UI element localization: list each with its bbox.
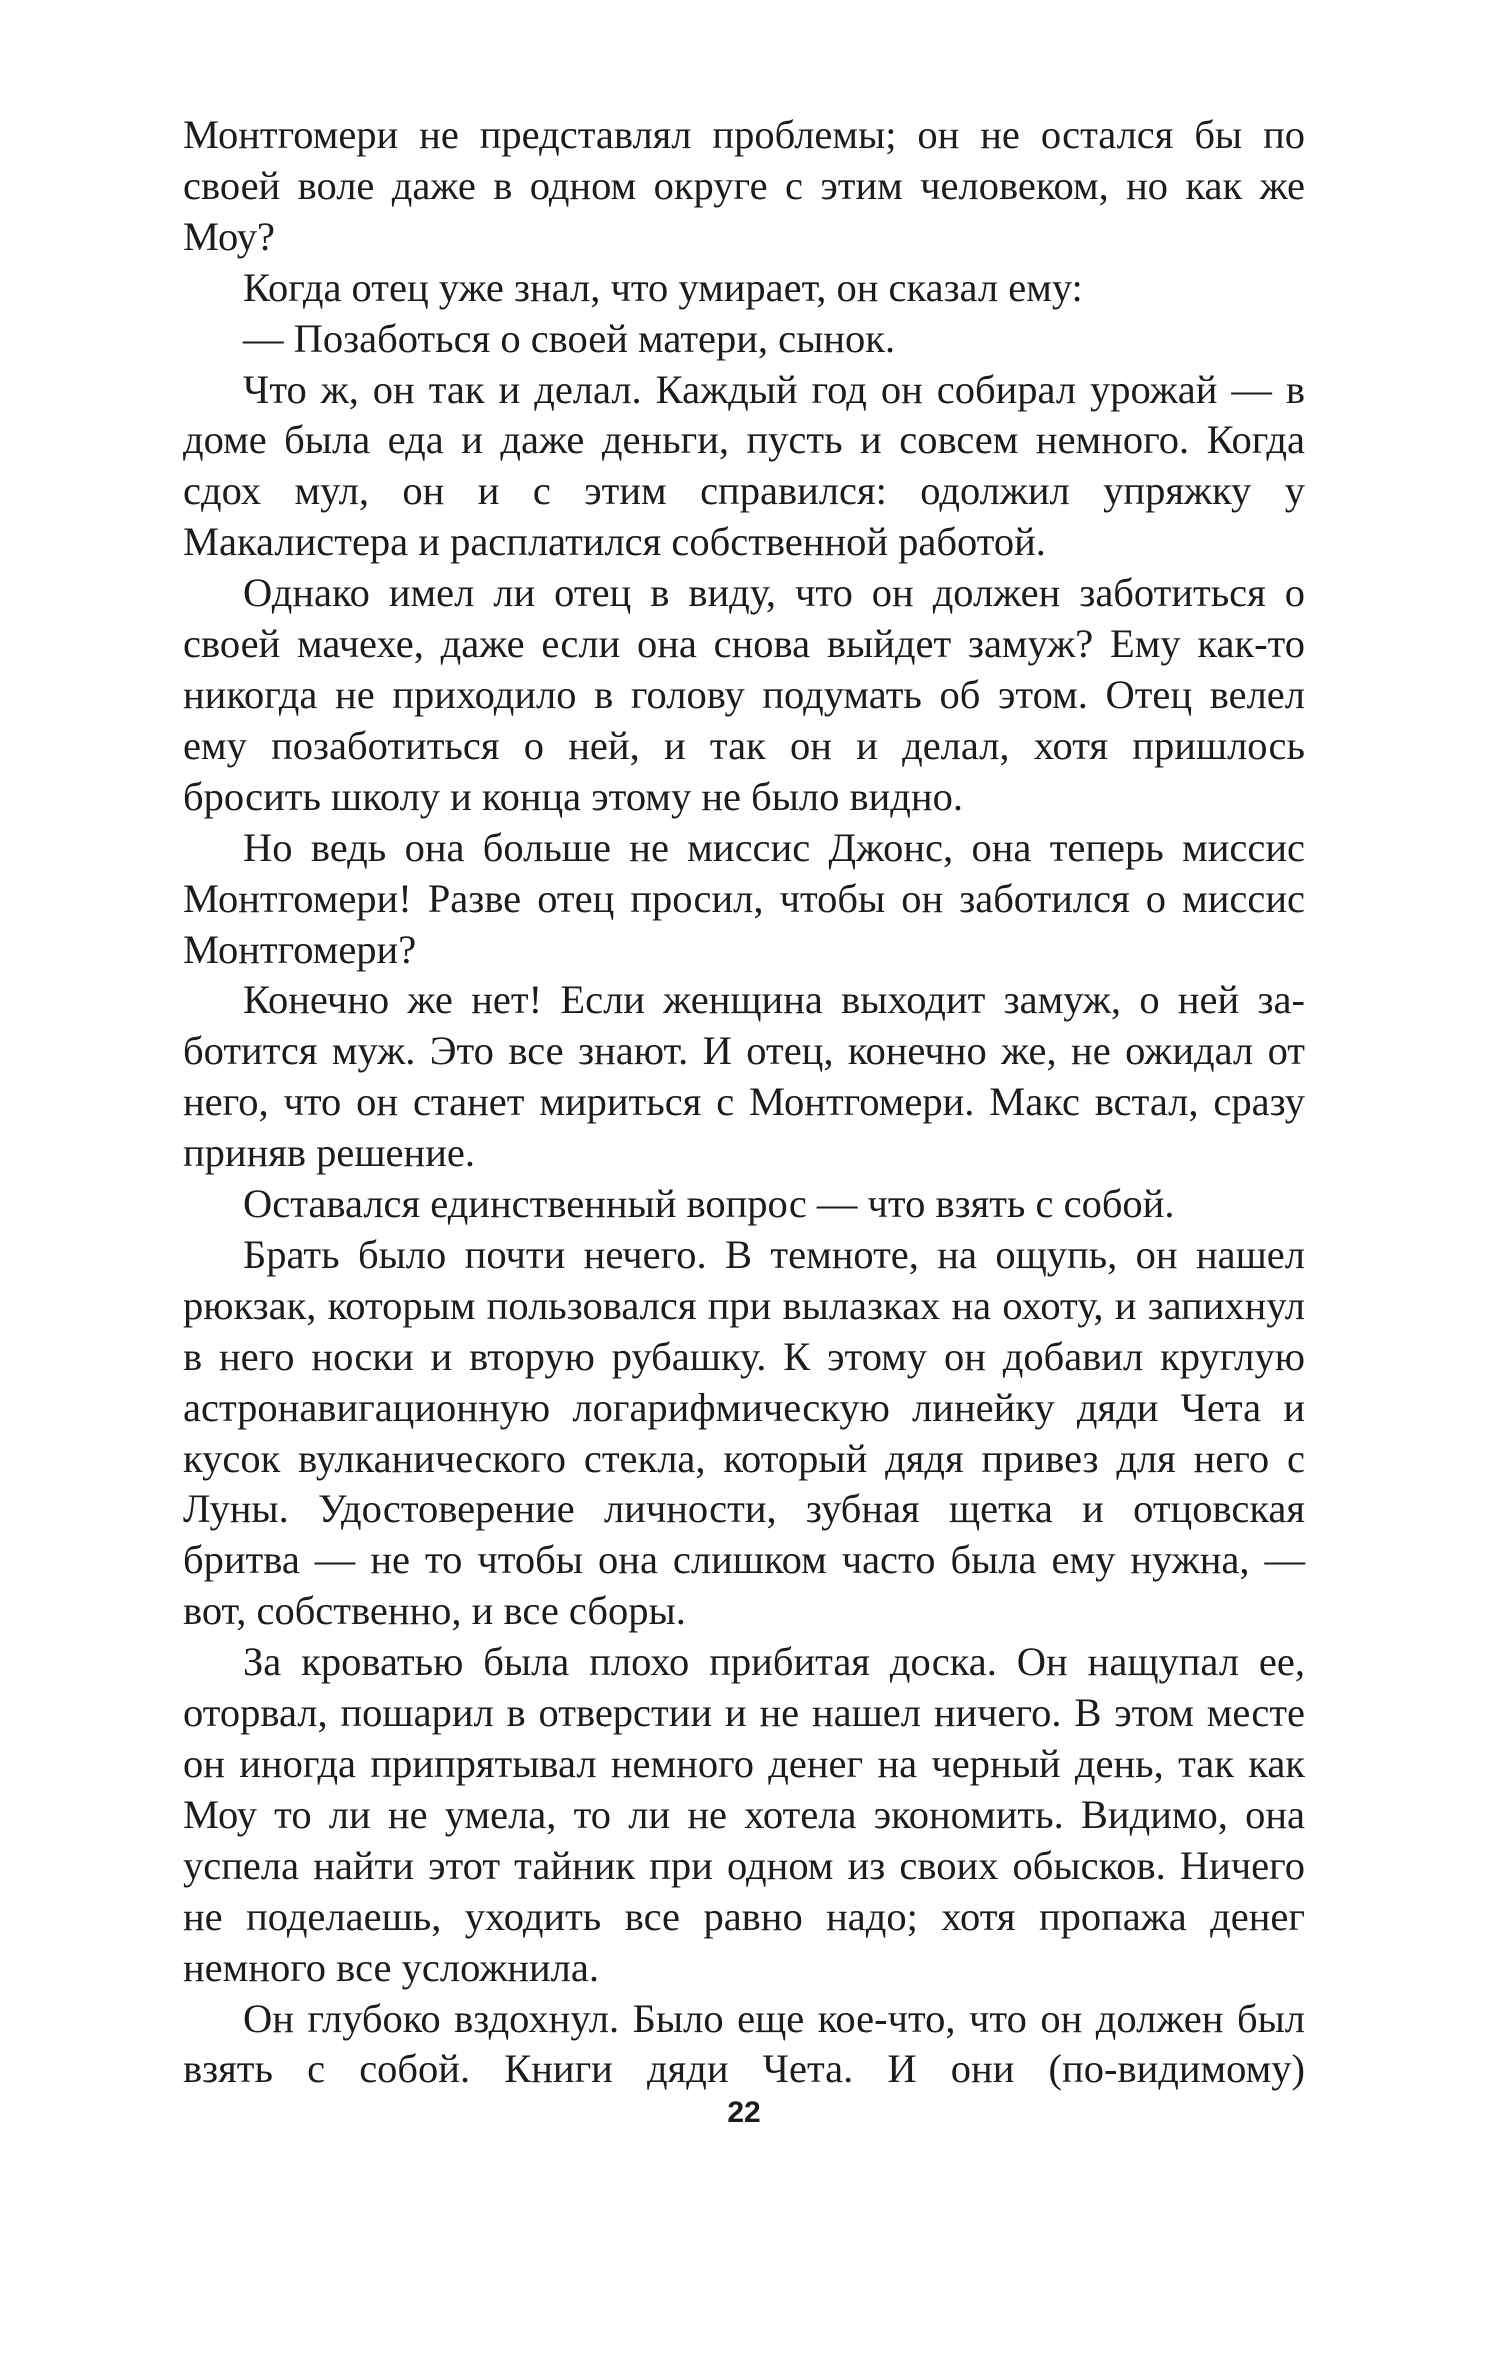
paragraph-3: — Позаботься о своей матери, сынок. bbox=[243, 315, 896, 361]
paragraph-9: Брать было почти нечего. В темноте, на ощупь, он нашел рюкзак, которым пользовался при вылазках на охоту, и запихнул в него носки и вторую рубашку. К этому он добавил круглую астронавигационную логарифмическую линейку дяди Чета и кусок вулканического стекла, который дядя привез для него с Луны. Удостоверение личности, зубная щетка и отцовская бритва — не то чтобы она слишком часто была ему нужна, — вот, собственно, и все сборы. bbox=[183, 1231, 1305, 1634]
paragraph-2: Когда отец уже знал, что умирает, он сказал ему: bbox=[243, 264, 1083, 310]
paragraph-7: Конечно же нет! Если женщина выходит замуж, о ней заботится муж. Это все знают. И отец, конечно же, не ожидал от него, что он станет мириться с Монтгомери. Макс встал, сразу приняв решение. bbox=[183, 977, 1305, 1176]
paragraph-10: За кроватью была плохо прибитая доска. Он нащупал ее, оторвал, пошарил в отверстии и не нашел ничего. В этом месте он иногда припрятывал немного денег на черный день, так как Моу то ли не умела, то ли не хотела экономить. Видимо, она успела найти этот тайник при одном из своих обысков. Ничего не поделаешь, уходить все равно надо; хотя пропажа денег немного все усложнила. bbox=[183, 1639, 1305, 1990]
paragraph-11: Он глубоко вздохнул. Было еще кое-что, что он должен был взять с собой. Книги дяди Чета. И они (по-видимому) bbox=[183, 1995, 1305, 2092]
paragraph-4: Что ж, он так и делал. Каждый год он собирал урожай — в доме была еда и даже деньги, пусть и совсем немного. Когда сдох мул, он и с этим справился: одолжил упряжку у Макалистера и расплатился собственной работой. bbox=[183, 366, 1305, 565]
page-number: 22 bbox=[727, 2096, 761, 2129]
paragraph-8: Оставался единственный вопрос — что взять с собой. bbox=[243, 1181, 1175, 1227]
paragraph-5: Однако имел ли отец в виду, что он должен заботиться о своей мачехе, даже если она снова выйдет замуж? Ему как-то никогда не приходило в голову подумать об этом. Отец велел ему позаботиться о ней, и так он и делал, хотя пришлось бросить школу и конца этому не было видно. bbox=[183, 570, 1305, 819]
paragraph-6: Но ведь она больше не миссис Джонс, она теперь миссис Монтгомери! Разве отец просил, чтобы он заботился о миссис Монтгомери? bbox=[183, 824, 1305, 972]
paragraph-1: Монтгомери не представлял проблемы; он не остался бы по своей воле даже в одном округе с этим человеком, но как же Моу? bbox=[183, 112, 1305, 259]
page-body bbox=[183, 110, 1305, 2095]
